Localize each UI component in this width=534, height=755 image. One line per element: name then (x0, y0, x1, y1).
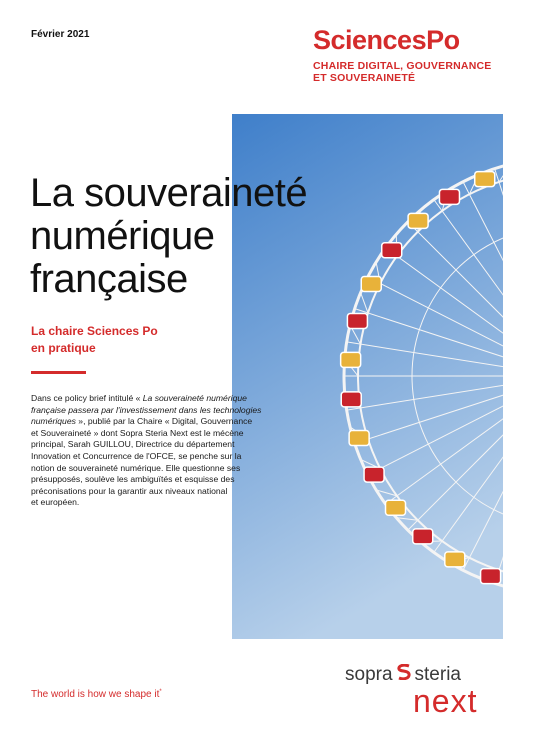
subtitle-line-2: en pratique (31, 341, 96, 355)
intro-line (31, 416, 306, 428)
intro-line: préconisations pour la garantir aux niveaux national (31, 485, 228, 496)
intro-line: Innovation et Concurrence de l'OFCE, se penche sur la (31, 450, 242, 461)
steria-wordmark: steria (414, 664, 461, 685)
gondola (361, 276, 381, 291)
intro-line (31, 393, 306, 405)
gondola (341, 352, 361, 367)
gondola (341, 392, 361, 407)
gondola (413, 529, 433, 544)
accent-divider (31, 371, 86, 374)
intro-line: présupposés, soulève les ambiguïtés et esquisse des (31, 474, 235, 485)
subtitle-line-1: La chaire Sciences Po (31, 324, 158, 338)
gondola (445, 552, 465, 567)
intro-line: notion de souveraineté numérique. Elle questionne ses (31, 462, 241, 473)
gondola (364, 467, 384, 482)
document-title (30, 172, 307, 301)
gondola (347, 313, 367, 328)
gondola (439, 189, 459, 204)
title-line-1: La souveraineté (30, 171, 308, 215)
report-title-italic: La souveraineté numérique (142, 393, 247, 403)
tagline-asterisk: * (159, 689, 162, 695)
intro-line (31, 405, 306, 417)
tagline-text: The world is how we shape it (31, 689, 160, 700)
gondola (408, 213, 428, 228)
gondola (349, 431, 369, 446)
sopra-steria-next-logo (345, 664, 478, 719)
intro-line: et Souveraineté » dont Sopra Steria Next est le mécène (31, 427, 244, 438)
title-line-2: numérique (30, 214, 215, 258)
intro-paragraph (31, 393, 306, 509)
gondola (475, 172, 495, 187)
gondola (386, 500, 406, 515)
document-subtitle (31, 323, 158, 357)
intro-text: », publié par la Chaire « Digital, Gouvernance (75, 416, 253, 427)
next-wordmark: next (413, 683, 478, 719)
tagline (31, 689, 162, 700)
intro-line: et européen. (31, 497, 80, 508)
title-line-3: française (30, 257, 188, 301)
intro-line: principal, Sarah GUILLOU, Directrice du département (31, 439, 235, 450)
gondola (382, 243, 402, 258)
report-title-italic: française passera par l'investissement dans les technologies (31, 404, 262, 415)
intro-text: Dans ce policy brief intitulé « (31, 393, 143, 403)
report-title-italic: numériques (31, 416, 76, 427)
gondola (481, 569, 501, 584)
sopra-steria-s-icon (397, 664, 411, 686)
brand-name: SciencesPo (313, 25, 460, 55)
sciencespo-logo (313, 27, 491, 84)
chair-name (313, 60, 491, 84)
chair-name-line-1: CHAIRE DIGITAL, GOUVERNANCE (313, 60, 492, 72)
chair-name-line-2: ET SOUVERAINETÉ (313, 72, 416, 84)
publication-date: Février 2021 (31, 29, 90, 40)
sopra-wordmark: sopra (345, 664, 393, 685)
